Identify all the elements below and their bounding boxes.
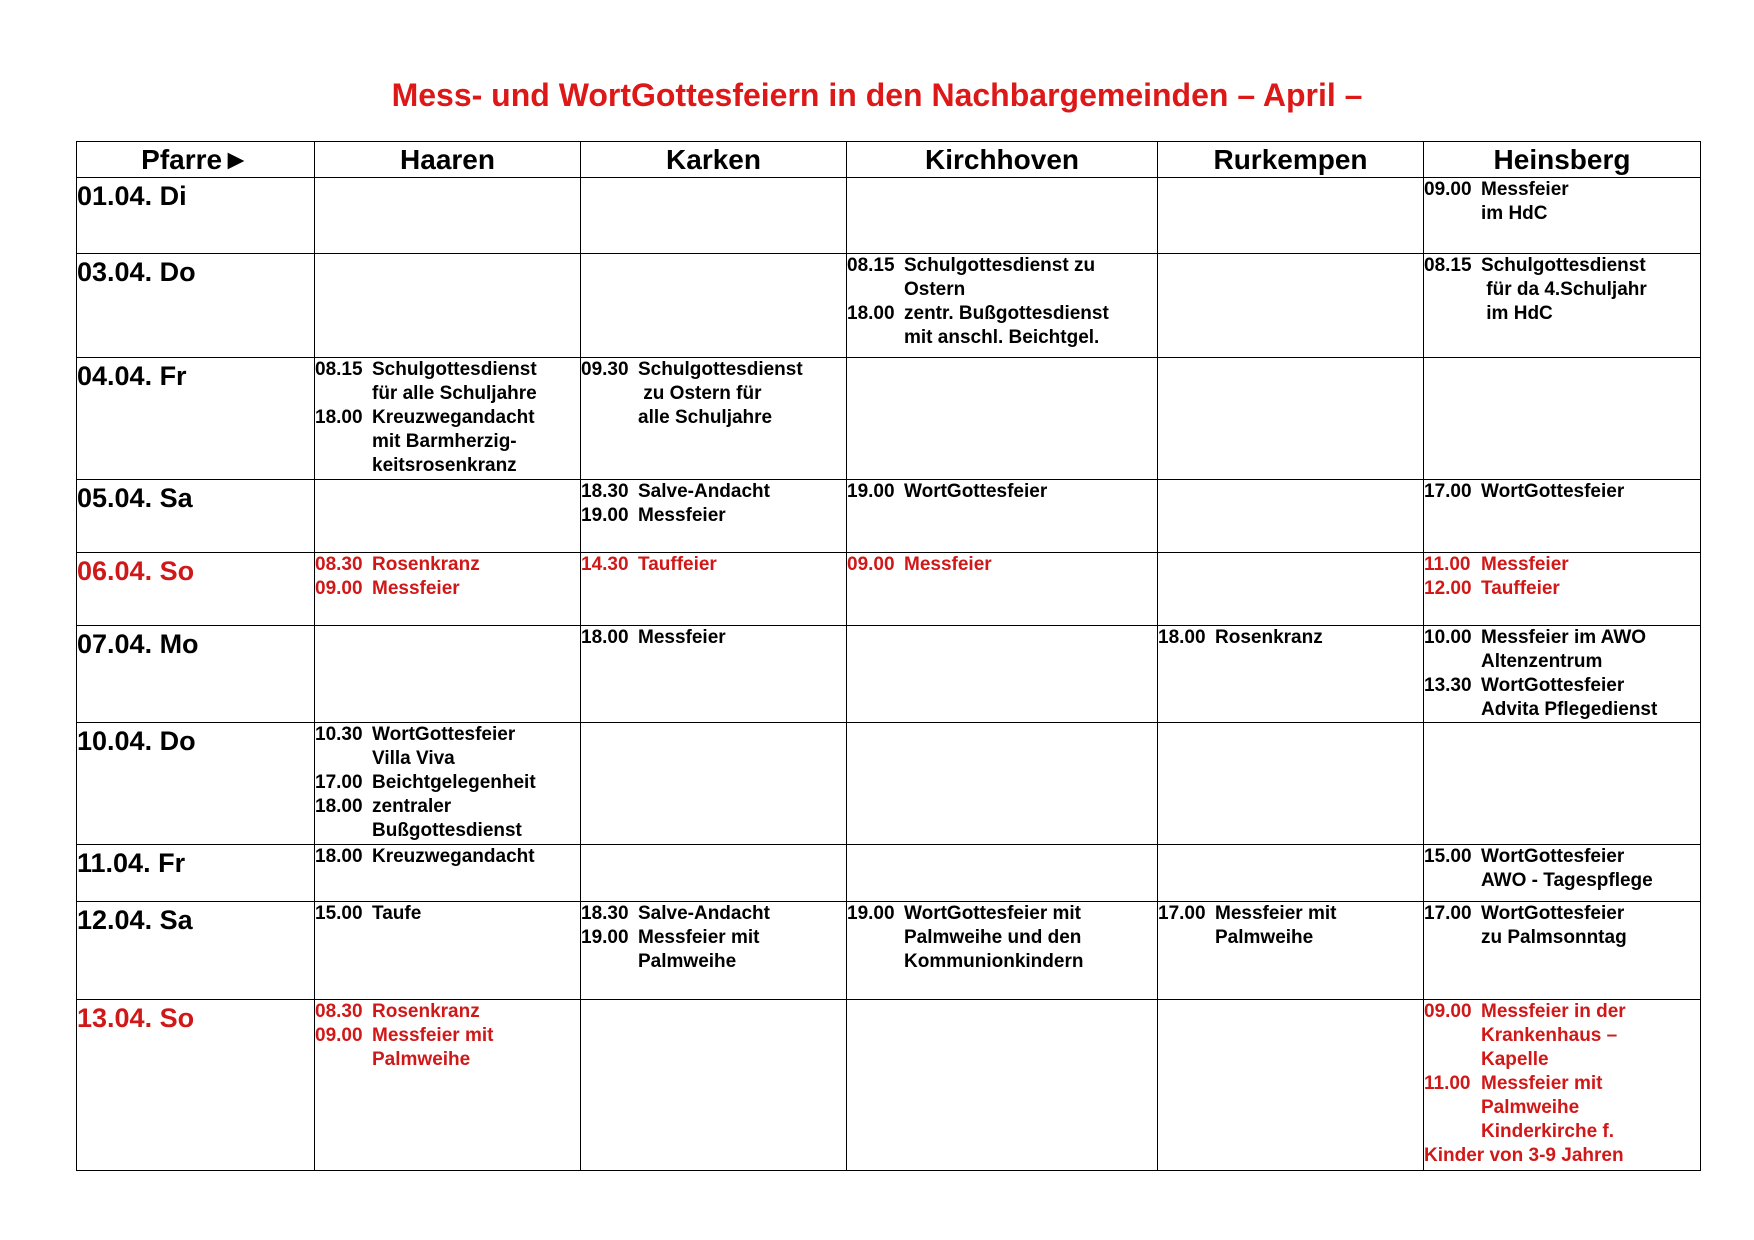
event-line [315,845,580,869]
event-cell [847,1000,1158,1171]
event-cell [1424,723,1701,845]
event-cell [581,254,847,358]
event-time: 08.30 [315,554,363,575]
event-line [581,382,846,406]
event-cell [1158,626,1424,723]
event-cell [1424,553,1701,626]
date-cell: 06.04. So [77,553,315,626]
event-line [315,1048,580,1072]
event-cell [1158,845,1424,902]
table-row [77,723,1701,845]
event-text: Kinderkirche f. [1481,1121,1615,1142]
event-line [1424,577,1700,601]
event-time: 18.00 [1158,627,1206,648]
event-cell [581,480,847,553]
event-time: 08.30 [315,1001,363,1022]
schedule-table [76,141,1701,1171]
event-text: WortGottesfeier [1481,675,1625,696]
event-cell [315,553,581,626]
event-text: Palmweihe [372,1049,471,1070]
event-text: Rosenkranz [372,554,480,575]
event-text: Tauffeier [1481,578,1560,599]
event-text: Schulgottesdienst zu [904,255,1096,276]
schedule-body [77,178,1701,1171]
event-line [1424,698,1700,722]
date-cell: 05.04. Sa [77,480,315,553]
event-cell [847,480,1158,553]
event-text: Salve-Andacht [638,481,770,502]
event-line [315,771,580,795]
event-time: 09.30 [581,359,629,380]
event-line [1424,302,1700,326]
event-cell [315,254,581,358]
event-text: WortGottesfeier [1481,903,1625,924]
event-time: 11.00 [1424,554,1471,575]
event-time: 18.30 [581,903,629,924]
event-line [1424,1072,1700,1096]
date-cell: 04.04. Fr [77,358,315,480]
event-text: Ostern [904,279,966,300]
event-time: 18.00 [315,846,363,867]
event-cell [315,178,581,254]
table-row [77,358,1701,480]
event-text: Advita Pflegedienst [1481,699,1658,720]
event-text: Messfeier [904,554,992,575]
event-line [315,382,580,406]
event-text: Kreuzwegandacht [372,846,535,867]
event-text: Palmweihe und den [904,927,1082,948]
event-line [847,950,1157,974]
event-line [847,254,1157,278]
event-line [581,626,846,650]
header-haaren: Haaren [315,142,581,178]
event-line [315,747,580,771]
event-cell [581,358,847,480]
event-line [315,723,580,747]
table-row [77,902,1701,1000]
event-line [1424,1024,1700,1048]
event-text: Villa Viva [372,748,455,769]
event-time: 09.00 [1424,179,1472,200]
event-time: 10.00 [1424,627,1472,648]
event-line [315,454,580,478]
date-cell: 12.04. Sa [77,902,315,1000]
event-cell [315,902,581,1000]
event-line [1424,178,1700,202]
header-pfarre: Pfarre► [77,142,315,178]
event-text: Messfeier [1481,554,1569,575]
event-text: AWO - Tagespflege [1481,870,1653,891]
event-cell [847,723,1158,845]
page-title: Mess- und WortGottesfeiern in den Nachbargemeinden – April – [391,77,1363,113]
event-text: Messfeier [638,505,726,526]
event-line [581,950,846,974]
event-cell [581,845,847,902]
event-text: Kreuzwegandacht [372,407,535,428]
event-line [847,553,1157,577]
event-cell [1158,254,1424,358]
event-text: Tauffeier [638,554,717,575]
event-line [581,504,846,528]
table-row [77,845,1701,902]
event-text: WortGottesfeier [904,481,1048,502]
event-line [315,1024,580,1048]
event-text: Messfeier mit [372,1025,494,1046]
event-time: 17.00 [1424,903,1472,924]
event-line [847,926,1157,950]
event-cell [1424,254,1701,358]
event-cell [1424,1000,1701,1171]
event-line [315,577,580,601]
event-time: 18.00 [315,407,363,428]
event-text: zentraler [372,796,452,817]
event-line [1158,902,1423,926]
event-cell [1424,902,1701,1000]
event-cell [1158,902,1424,1000]
event-line [1424,1120,1700,1144]
event-text: Schulgottesdienst [372,359,537,380]
event-cell [847,845,1158,902]
event-text: Messfeier [372,578,460,599]
event-text: Messfeier mit [638,927,760,948]
event-text: Kapelle [1481,1049,1549,1070]
event-time: 19.00 [581,927,629,948]
event-cell [847,902,1158,1000]
date-cell: 03.04. Do [77,254,315,358]
event-time: 08.15 [315,359,363,380]
event-line [847,902,1157,926]
event-line [581,926,846,950]
event-time: 08.15 [847,255,895,276]
event-cell [1158,553,1424,626]
event-text: WortGottesfeier [372,724,516,745]
event-line [1424,869,1700,893]
event-cell [1424,358,1701,480]
event-text: Messfeier [1481,179,1569,200]
event-cell [1424,626,1701,723]
event-cell [1424,178,1701,254]
header-row [77,142,1701,178]
date-cell: 07.04. Mo [77,626,315,723]
event-cell [581,1000,847,1171]
event-cell [315,358,581,480]
event-text: WortGottesfeier [1481,846,1625,867]
event-cell [1424,845,1701,902]
event-cell [1424,480,1701,553]
event-time: 09.00 [315,578,363,599]
header-karken: Karken [581,142,847,178]
event-text: Altenzentrum [1481,651,1603,672]
event-cell [847,358,1158,480]
header-heinsberg: Heinsberg [1424,142,1701,178]
table-row [77,553,1701,626]
event-line [581,480,846,504]
event-time: 12.00 [1424,578,1472,599]
event-line [1158,626,1423,650]
event-time: 18.30 [581,481,629,502]
event-text: zu Palmsonntag [1481,927,1627,948]
event-line [847,480,1157,504]
event-time: 14.30 [581,554,629,575]
event-text: zentr. Bußgottesdienst [904,303,1109,324]
event-text: für alle Schuljahre [372,383,537,404]
event-cell [847,178,1158,254]
event-text: im HdC [1481,203,1548,224]
event-cell [315,1000,581,1171]
event-line [315,1000,580,1024]
event-text: Messfeier mit [1481,1073,1603,1094]
event-cell [315,723,581,845]
event-line [1424,254,1700,278]
event-line [315,430,580,454]
table-row [77,480,1701,553]
event-text: keitsrosenkranz [372,455,517,476]
event-text: Taufe [372,903,422,924]
event-cell [315,480,581,553]
event-line [847,326,1157,350]
event-cell [1158,358,1424,480]
event-line [1424,902,1700,926]
event-text: Palmweihe [1215,927,1314,948]
event-line [1424,650,1700,674]
event-text: mit anschl. Beichtgel. [904,327,1100,348]
event-line [1424,480,1700,504]
event-cell [315,845,581,902]
event-text: im HdC [1481,303,1553,324]
event-text: Rosenkranz [1215,627,1323,648]
event-line [315,819,580,843]
event-cell [581,553,847,626]
event-line [1424,278,1700,302]
header-rurkempen: Rurkempen [1158,142,1424,178]
event-cell [1158,480,1424,553]
event-text: Palmweihe [1481,1097,1580,1118]
date-cell: 11.04. Fr [77,845,315,902]
event-cell [847,626,1158,723]
event-line [315,358,580,382]
event-text: Beichtgelegenheit [372,772,536,793]
event-text: Kinder von 3-9 Jahren [1424,1145,1624,1166]
event-time: 17.00 [1424,481,1472,502]
event-line [315,795,580,819]
event-time: 09.00 [847,554,895,575]
event-cell [315,626,581,723]
event-cell [847,254,1158,358]
date-cell: 01.04. Di [77,178,315,254]
event-text: Schulgottesdienst [1481,255,1646,276]
date-cell: 13.04. So [77,1000,315,1171]
event-cell [581,178,847,254]
header-kirchhoven: Kirchhoven [847,142,1158,178]
event-text: Schulgottesdienst [638,359,803,380]
event-time: 17.00 [1158,903,1206,924]
event-time: 18.00 [581,627,629,648]
event-text: Messfeier im AWO [1481,627,1647,648]
event-line [581,902,846,926]
event-line [1424,202,1700,226]
event-text: Salve-Andacht [638,903,770,924]
event-cell [581,723,847,845]
event-line [1424,926,1700,950]
event-line [315,553,580,577]
event-text: Messfeier mit [1215,903,1337,924]
event-time: 11.00 [1424,1073,1471,1094]
event-line [1424,1048,1700,1072]
event-text: alle Schuljahre [638,407,773,428]
event-line [1424,553,1700,577]
event-time: 15.00 [1424,846,1472,867]
event-text: Krankenhaus – [1481,1025,1618,1046]
event-time: 09.00 [315,1025,363,1046]
event-time: 13.30 [1424,675,1472,696]
event-line [1424,674,1700,698]
table-row [77,254,1701,358]
event-line [315,902,580,926]
event-text: Messfeier in der [1481,1001,1626,1022]
event-text: mit Barmherzig- [372,431,517,452]
event-text: für da 4.Schuljahr [1481,279,1647,300]
event-text: Kommunionkindern [904,951,1084,972]
event-line [1424,845,1700,869]
event-line [1424,1000,1700,1024]
event-text: Bußgottesdienst [372,820,522,841]
event-time: 17.00 [315,772,363,793]
event-line [581,553,846,577]
event-cell [847,553,1158,626]
table-row [77,178,1701,254]
event-time: 09.00 [1424,1001,1472,1022]
event-time: 19.00 [581,505,629,526]
event-line [1424,626,1700,650]
event-line [315,406,580,430]
event-cell [581,902,847,1000]
event-text: WortGottesfeier [1481,481,1625,502]
event-cell [1158,1000,1424,1171]
event-cell [1158,178,1424,254]
event-text: Rosenkranz [372,1001,480,1022]
event-time: 19.00 [847,903,895,924]
event-line [847,278,1157,302]
event-cell [581,626,847,723]
table-row [77,1000,1701,1171]
event-time: 08.15 [1424,255,1472,276]
event-time: 18.00 [315,796,363,817]
date-cell: 10.04. Do [77,723,315,845]
event-line [1424,1144,1700,1168]
event-time: 18.00 [847,303,895,324]
table-row [77,626,1701,723]
event-text: WortGottesfeier mit [904,903,1082,924]
event-line [1424,1096,1700,1120]
event-line [1158,926,1423,950]
event-line [581,406,846,430]
event-cell [1158,723,1424,845]
event-text: Messfeier [638,627,726,648]
event-line [581,358,846,382]
event-text: zu Ostern für [638,383,762,404]
event-time: 19.00 [847,481,895,502]
event-time: 15.00 [315,903,363,924]
event-time: 10.30 [315,724,363,745]
event-line [847,302,1157,326]
event-text: Palmweihe [638,951,737,972]
